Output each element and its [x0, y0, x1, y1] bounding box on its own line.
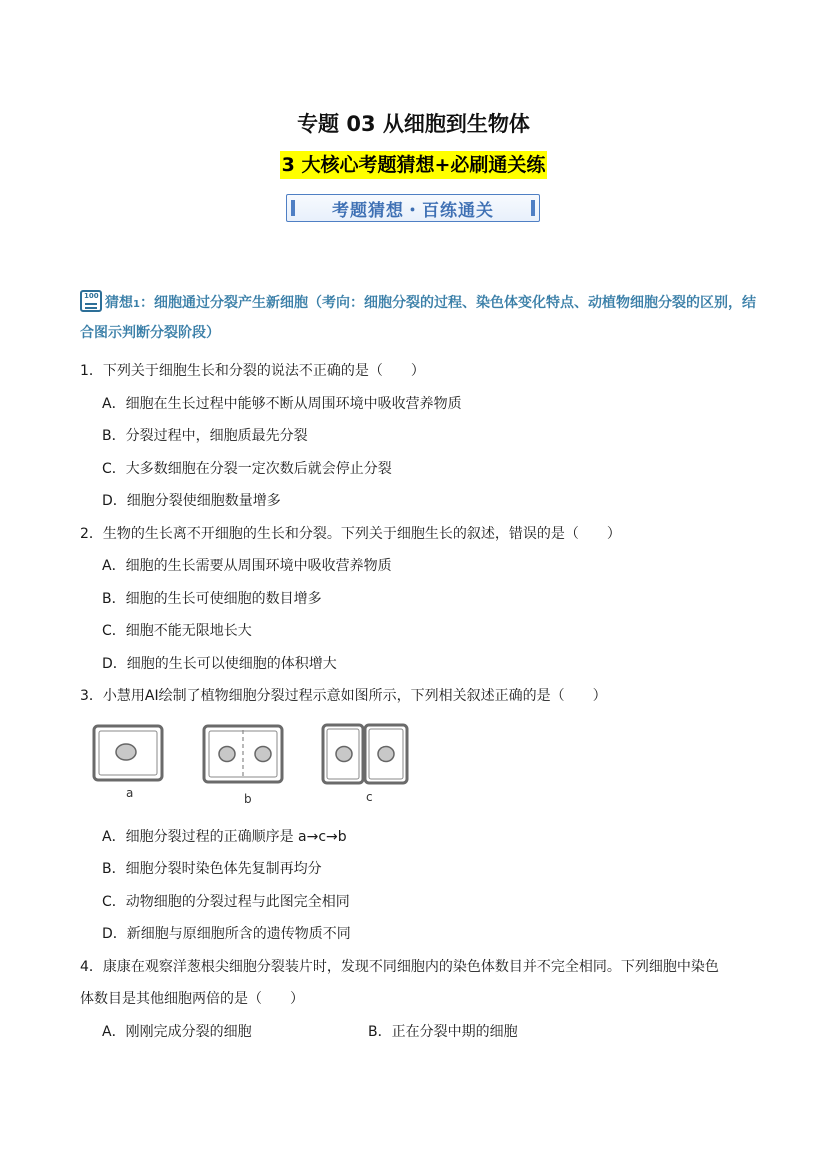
question-3-option-c: C．动物细胞的分裂过程与此图完全相同 [102, 894, 350, 910]
question-4-stem-line-1: 4．康康在观察洋葱根尖细胞分裂装片时，发现不同细胞内的染色体数目并不完全相同。下列细胞中染色 [80, 959, 719, 975]
question-2-option-b: B．细胞的生长可使细胞的数目增多 [102, 591, 322, 607]
banner-text: 考题猜想・百练通关 [332, 200, 494, 221]
cell-division-figure [90, 722, 420, 812]
question-3-option-b: B．细胞分裂时染色体先复制再均分 [102, 861, 322, 877]
banner-left-bar [291, 200, 295, 216]
page-title: 专题 03 从细胞到生物体 [297, 112, 530, 136]
banner-right-bar [531, 200, 535, 216]
guess-text: ：细胞通过分裂产生新细胞（考向：细胞分裂的过程、染色体变化特点、动植物细胞分裂的区别，结合图示判断分裂阶段） [80, 295, 756, 341]
question-1-option-d: D．细胞分裂使细胞数量增多 [102, 493, 281, 509]
cell-a [94, 726, 162, 780]
cell-b [204, 726, 282, 782]
section-banner [286, 194, 540, 222]
question-2-option-d: D．细胞的生长可以使细胞的体积增大 [102, 656, 337, 672]
question-1-option-c: C．大多数细胞在分裂一定次数后就会停止分裂 [102, 461, 392, 477]
guess-label: 猜想 [105, 295, 133, 311]
figure-label-a: a [126, 786, 134, 800]
exam-score-icon [80, 290, 102, 312]
page-subtitle: 3 大核心考题猜想+必刷通关练 [280, 151, 548, 179]
guess-number: 1 [133, 299, 140, 310]
question-4-option-b: B．正在分裂中期的细胞 [368, 1024, 518, 1040]
question-3-option-d: D．新细胞与原细胞所含的遗传物质不同 [102, 926, 351, 942]
question-2-option-a: A．细胞的生长需要从周围环境中吸收营养物质 [102, 558, 392, 574]
question-2-option-c: C．细胞不能无限地长大 [102, 623, 252, 639]
question-3-option-a: A．细胞分裂过程的正确顺序是 a→c→b [102, 829, 347, 845]
cell-c [323, 725, 407, 783]
question-4-stem-line-2: 体数目是其他细胞两倍的是（ ） [80, 991, 304, 1007]
subtitle-container [0, 151, 827, 179]
question-4-option-a: A．刚刚完成分裂的细胞 [102, 1024, 252, 1040]
question-2-stem: 2．生物的生长离不开细胞的生长和分裂。下列关于细胞生长的叙述，错误的是（ ） [80, 526, 621, 542]
question-1-option-a: A．细胞在生长过程中能够不断从周围环境中吸收营养物质 [102, 396, 462, 412]
question-1-option-b: B．分裂过程中，细胞质最先分裂 [102, 428, 308, 444]
figure-label-c: c [366, 790, 373, 804]
guess-heading [80, 289, 760, 347]
question-3-stem: 3．小慧用AI绘制了植物细胞分裂过程示意如图所示，下列相关叙述正确的是（ ） [80, 688, 607, 704]
question-1-stem: 1．下列关于细胞生长和分裂的说法不正确的是（ ） [80, 363, 425, 379]
figure-label-b: b [244, 792, 252, 806]
